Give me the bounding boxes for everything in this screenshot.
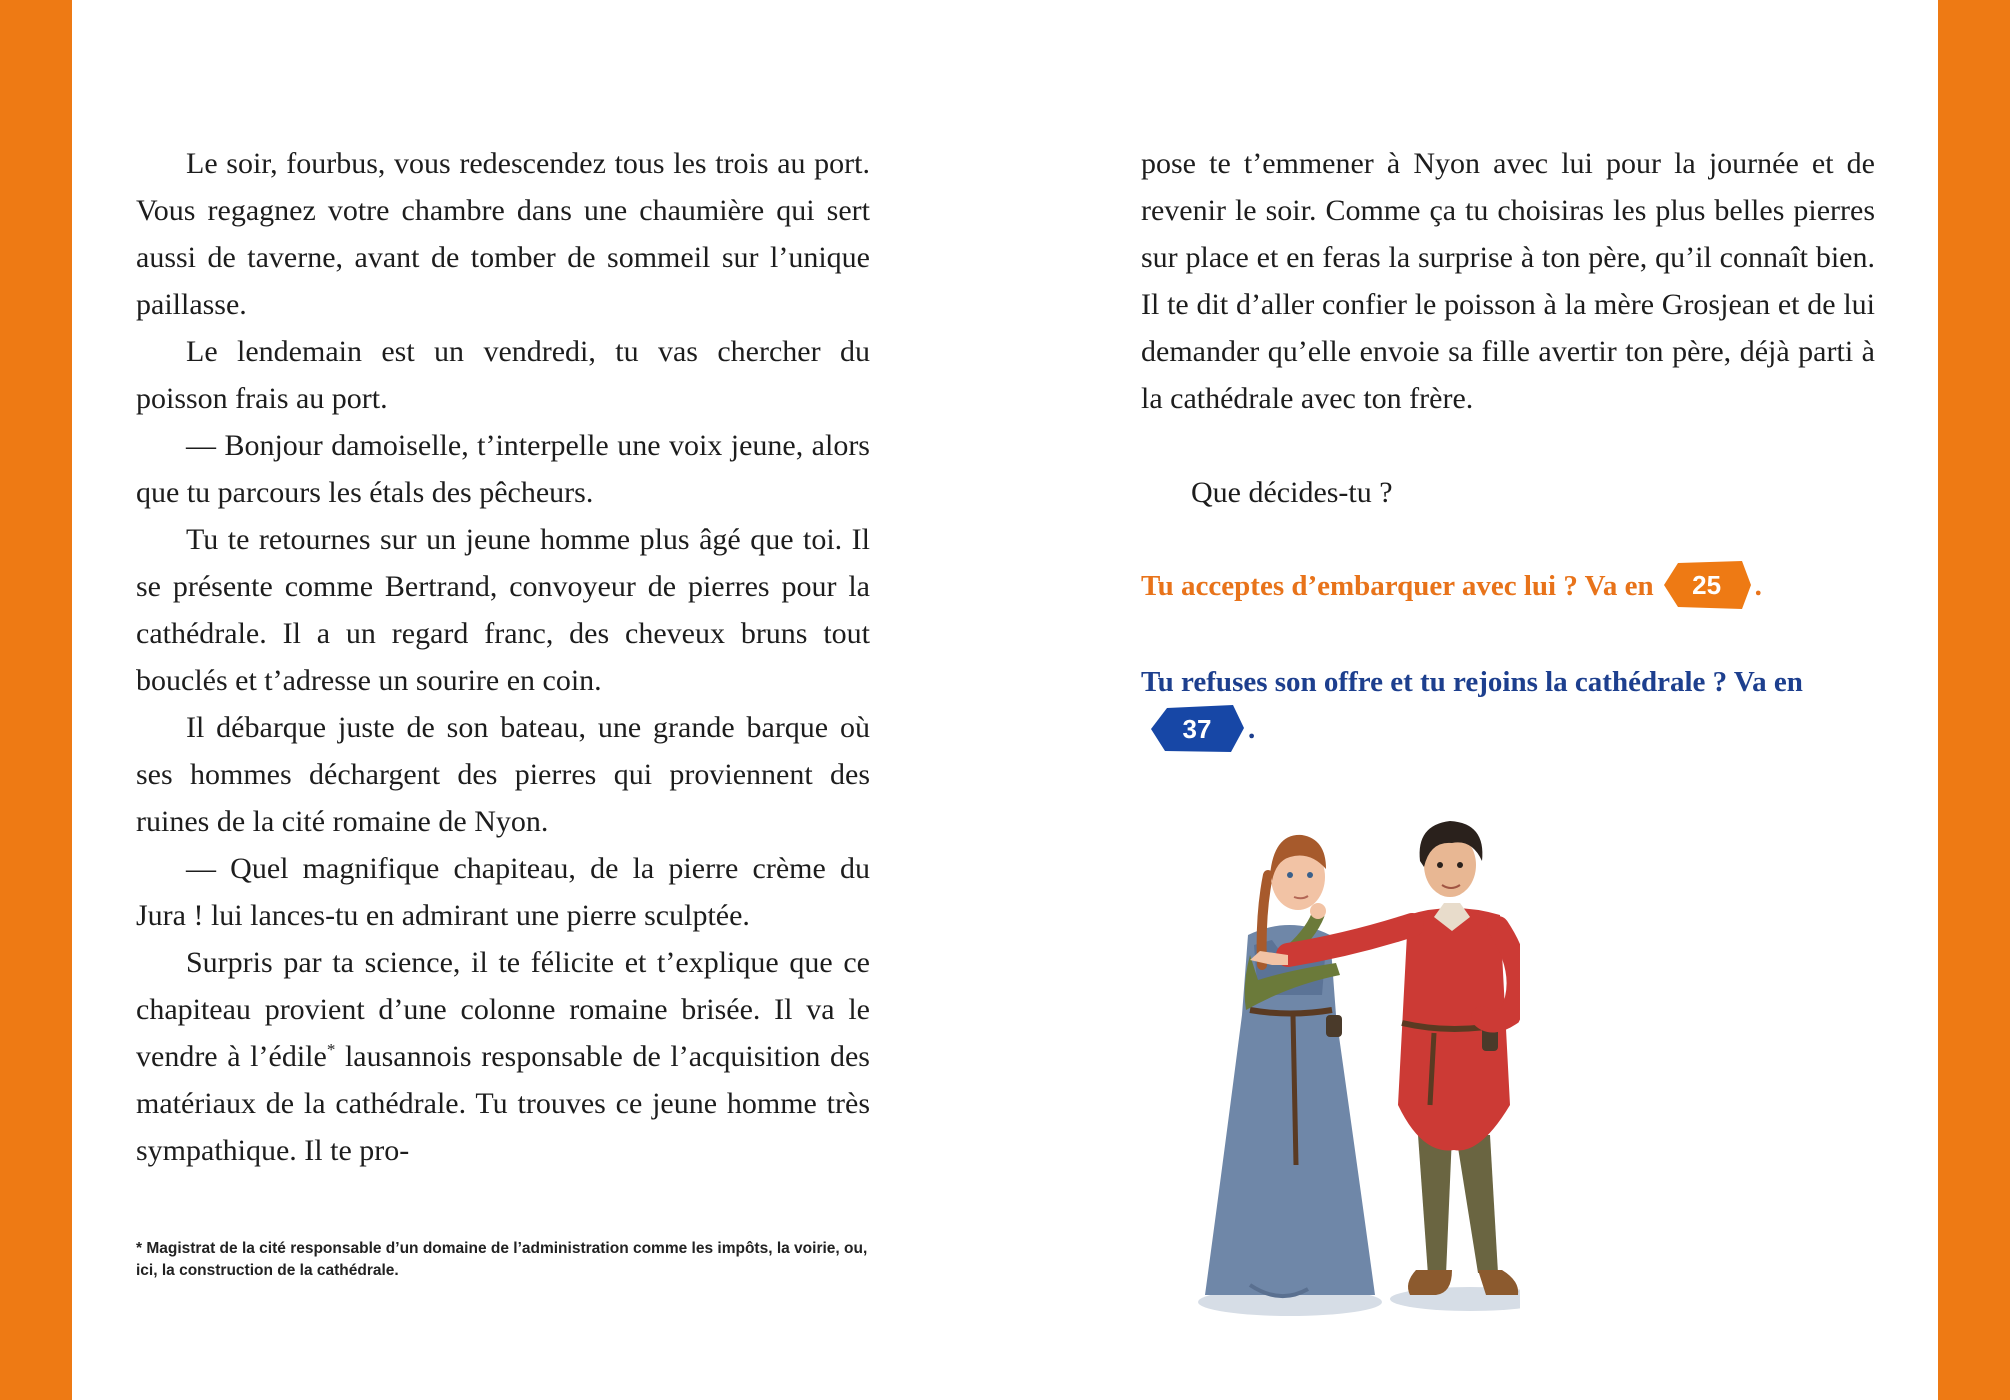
choice-accept-end: . <box>1754 570 1762 602</box>
paragraph-text: Surpris par ta science, il te félicite et t’explique que ce chapiteau provient d’une colonne romaine brisée. Il va le vendre à l’édile <box>136 946 870 1073</box>
left-page-text <box>136 140 870 1174</box>
paragraph: — Quel magnifique chapiteau, de la pierre crème du Jura ! lui lances-tu en admirant une pierre sculptée. <box>136 852 870 932</box>
paragraph-text: lausannois responsable de l’acquisition des matériaux de la cathédrale. Tu trouves ce jeune homme très sympathique. Il te pro- <box>136 1040 870 1167</box>
paragraph: Le soir, fourbus, vous redescendez tous les trois au port. Vous regagnez votre chambre dans une chaumière qui sert aussi de taverne, avant de tomber de sommeil sur l’unique paillasse. <box>136 147 870 321</box>
choice-accept-text: Tu acceptes d’embarquer avec lui ? Va en <box>1141 570 1654 602</box>
choice-refuse[interactable] <box>1141 659 1875 756</box>
right-page-text <box>1141 140 1875 757</box>
choice-refuse-text: Tu refuses son offre et tu rejoins la cathédrale ? Va en <box>1141 666 1803 699</box>
badge-number: 37 <box>1182 713 1212 744</box>
right-orange-border <box>1938 0 2010 1400</box>
paragraph: — Bonjour damoiselle, t’interpelle une voix jeune, alors que tu parcours les étals des pêcheurs. <box>136 429 870 509</box>
badge-number: 25 <box>1692 570 1722 601</box>
paragraph: Le lendemain est un vendredi, tu vas chercher du poisson frais au port. <box>136 335 870 415</box>
choice-refuse-end: . <box>1248 713 1256 746</box>
left-orange-border <box>0 0 72 1400</box>
girl-figure <box>1205 835 1375 1296</box>
page-badge-25[interactable] <box>1662 560 1752 610</box>
illustration-characters <box>1190 805 1520 1335</box>
page-badge-37[interactable] <box>1149 704 1245 754</box>
paragraph <box>136 939 870 1174</box>
paragraph: Tu te retournes sur un jeune homme plus âgé que toi. Il se présente comme Bertrand, convoyeur de pierres pour la cathédrale. Il a un regard franc, des cheveux bruns tout bouclés et t’adresse un sourire en coin. <box>136 523 870 697</box>
question: Que décides-tu ? <box>1191 476 1393 509</box>
choice-accept[interactable] <box>1141 563 1875 613</box>
footnote: * Magistrat de la cité responsable d’un domaine de l’administration comme les impôts, la voirie, ou, ici, la construction de la cathédrale. <box>136 1240 868 1279</box>
footnote-marker: * <box>326 1040 336 1059</box>
paragraph: Il débarque juste de son bateau, une grande barque où ses hommes déchargent des pierres qui proviennent des ruines de la cité romaine de Nyon. <box>136 711 870 838</box>
paragraph-continuation: pose te t’emmener à Nyon avec lui pour la journée et de revenir le soir. Comme ça tu choisiras les plus belles pierres sur place et en feras la surprise à ton père, qu’il connaît bien. Il te dit d’aller confier le poisson à la mère Grosjean et de lui demander qu’elle envoie sa fille avertir ton père, déjà parti à la cathédrale avec ton frère. <box>1141 147 1875 415</box>
